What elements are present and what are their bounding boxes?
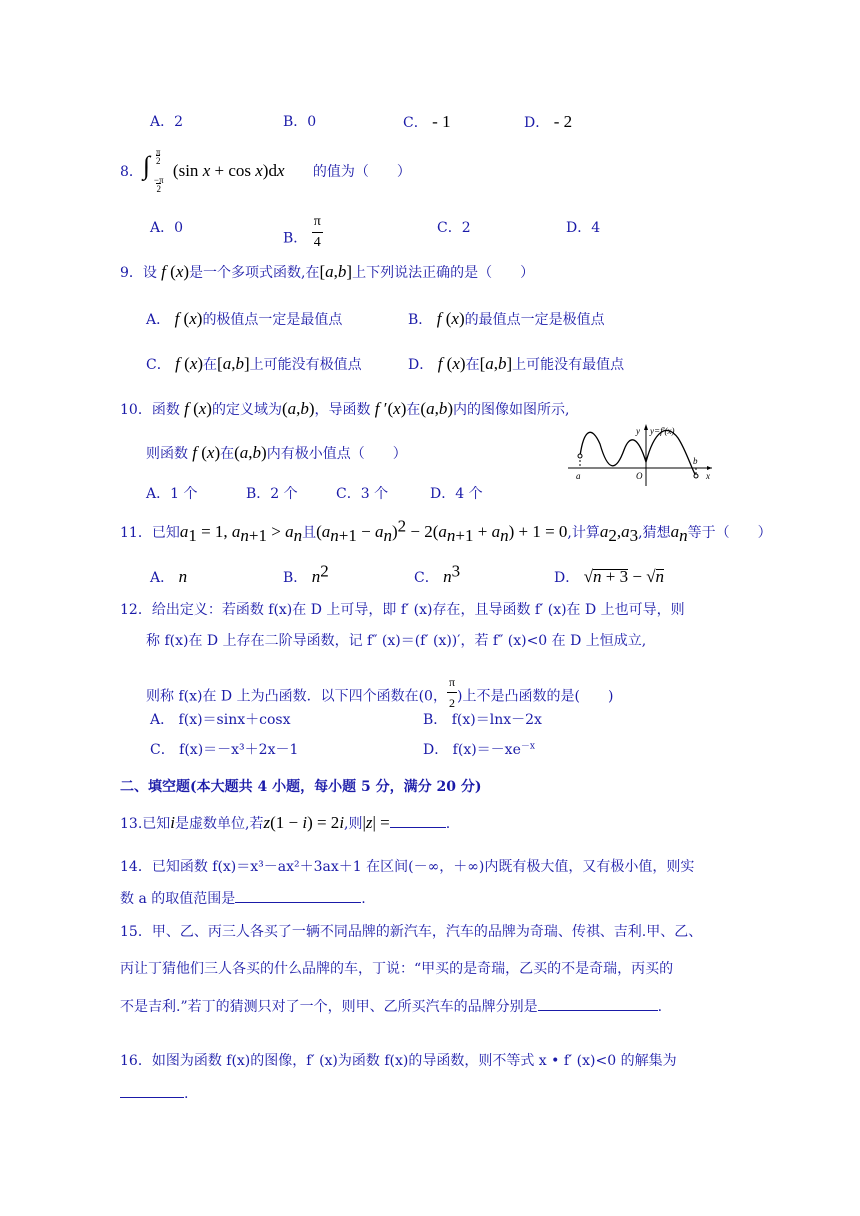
q16-answer-blank[interactable] bbox=[120, 1083, 184, 1098]
q12-option-a: A． f(x)＝sinx＋cosx bbox=[150, 712, 291, 728]
pi-over-4: $\frac{\pi}{4}$ bbox=[313, 214, 321, 250]
q12-line3: 则称 f(x)在 D 上为凸函数．以下四个函数在(0， $\frac{\pi}{2}$ )上不是凸函数的是( ) bbox=[146, 676, 613, 717]
q7-option-a: A．2 bbox=[150, 114, 184, 130]
section-title: 二、填空题(本大题共 4 小题，每小题 5 分，满分 20 分) bbox=[120, 779, 482, 795]
q7-option-c: C． - 1 bbox=[403, 112, 451, 131]
graph-function-label: y=f′(x) bbox=[650, 426, 675, 436]
q10-stem: 10．函数 f (x)的定义域为(a,b)，导函数 f ′(x)在(a,b)内的图像如图所示, bbox=[120, 399, 570, 418]
q10-option-c: C．3 个 bbox=[336, 486, 389, 502]
q12-option-d: D． $f(x)=-xe^{-x}$ bbox=[423, 741, 535, 758]
pi-over-2: $\frac{\pi}{2}$ bbox=[447, 672, 457, 713]
q15-line2: 丙让丁猜他们三人各买的什么品牌的车，丁说：“甲买的是奇瑞，乙买的不是奇瑞，丙买的 bbox=[120, 961, 674, 977]
svg-text:b: b bbox=[693, 456, 698, 466]
q11-stem: 11．已知$a_1 = 1$, $a_{n+1} > a_n$且$(a_{n+1} - a_n)^2 - 2(a_{n+1} + a_n) + 1 = 0$,计算$a_2,a_3$,猜想$a_n$等于（ ） bbox=[120, 516, 772, 545]
q16-line1: 16．如图为函数 f(x)的图像，f′ (x)为函数 f(x)的导函数，则不等式 x • f′ (x)<0 的解集为 bbox=[120, 1053, 677, 1069]
q11-option-c: C． $n^3$ bbox=[414, 561, 461, 586]
q9-option-a: A． f (x)的极值点一定是最值点 bbox=[146, 309, 343, 328]
q13-stem: 13.已知i是虚数单位,若z(1 − i) = 2i,则|z| = . bbox=[120, 813, 451, 832]
q15-line3: 不是吉利.”若丁的猜测只对了一个，则甲、乙所买汽车的品牌分别是 . bbox=[120, 996, 662, 1017]
q10-option-a: A．1 个 bbox=[146, 486, 198, 502]
q9-option-b: B． f (x)的最值点一定是极值点 bbox=[408, 309, 605, 328]
q12-line1: 12．给出定义：若函数 f(x)在 D 上可导，即 f′ (x)存在，且导函数 f′ (x)在 D 上也可导，则 bbox=[120, 602, 685, 618]
q9-option-c: C． f (x)在[a,b]上可能没有极值点 bbox=[146, 354, 362, 373]
q9-stem: 9．设 f (x)是一个多项式函数,在[a,b]上下列说法正确的是（ ） bbox=[120, 262, 535, 281]
q10-option-b: B．2 个 bbox=[246, 486, 298, 502]
q11-option-b: B． $n^2$ bbox=[283, 561, 329, 586]
q8-option-b: B． $\frac{\pi}{4}$ bbox=[283, 218, 323, 259]
q14-line1: 14．已知函数 f(x)＝x³－ax²＋3ax＋1 在区间(－∞，＋∞)内既有极大值，又有极小值，则实 bbox=[120, 859, 695, 875]
q14-line2: 数 a 的取值范围是 . bbox=[120, 888, 366, 909]
q10-line2: 则函数 f (x)在(a,b)内有极小值点（ ） bbox=[146, 443, 407, 462]
q8-option-c: C．2 bbox=[437, 220, 471, 236]
q9-option-d: D． f (x)在[a,b]上可能没有最值点 bbox=[408, 354, 625, 373]
q11-option-d: D． √n + 3 − √n bbox=[554, 567, 665, 586]
q11-option-a: A． n bbox=[150, 567, 188, 586]
svg-text:O: O bbox=[636, 471, 643, 481]
integral-expression: ∫ π 2 −π 2 (sin x + cos x)dx bbox=[142, 147, 285, 194]
q8-option-d: D．4 bbox=[566, 220, 601, 236]
q12-option-c: C． f(x)＝－x³＋2x－1 bbox=[150, 742, 299, 758]
q13-answer-blank[interactable] bbox=[390, 813, 446, 828]
q8-stem: 8． ∫ π 2 −π 2 (sin x + cos x)dx 的值为（ ） bbox=[120, 147, 411, 194]
q14-answer-blank[interactable] bbox=[235, 888, 361, 903]
q8-option-a: A．0 bbox=[150, 220, 184, 236]
q16-line2: . bbox=[120, 1083, 188, 1104]
q7-option-b: B．0 bbox=[283, 114, 317, 130]
svg-text:y: y bbox=[636, 426, 640, 436]
q12-option-b: B． f(x)＝lnx－2x bbox=[423, 712, 542, 728]
q12-line2: 称 f(x)在 D 上存在二阶导函数，记 f″ (x)＝(f′ (x))′，若 f″ (x)<0 在 D 上恒成立, bbox=[146, 633, 647, 649]
q7-option-d: D． - 2 bbox=[524, 112, 573, 131]
derivative-graph bbox=[566, 422, 716, 488]
q10-option-d: D．4 个 bbox=[430, 486, 483, 502]
q15-line1: 15．甲、乙、丙三人各买了一辆不同品牌的新汽车，汽车的品牌为奇瑞、传祺、吉利.甲、乙、 bbox=[120, 924, 703, 940]
svg-text:x: x bbox=[706, 471, 710, 481]
svg-text:a: a bbox=[576, 471, 581, 481]
q15-answer-blank[interactable] bbox=[538, 996, 658, 1011]
